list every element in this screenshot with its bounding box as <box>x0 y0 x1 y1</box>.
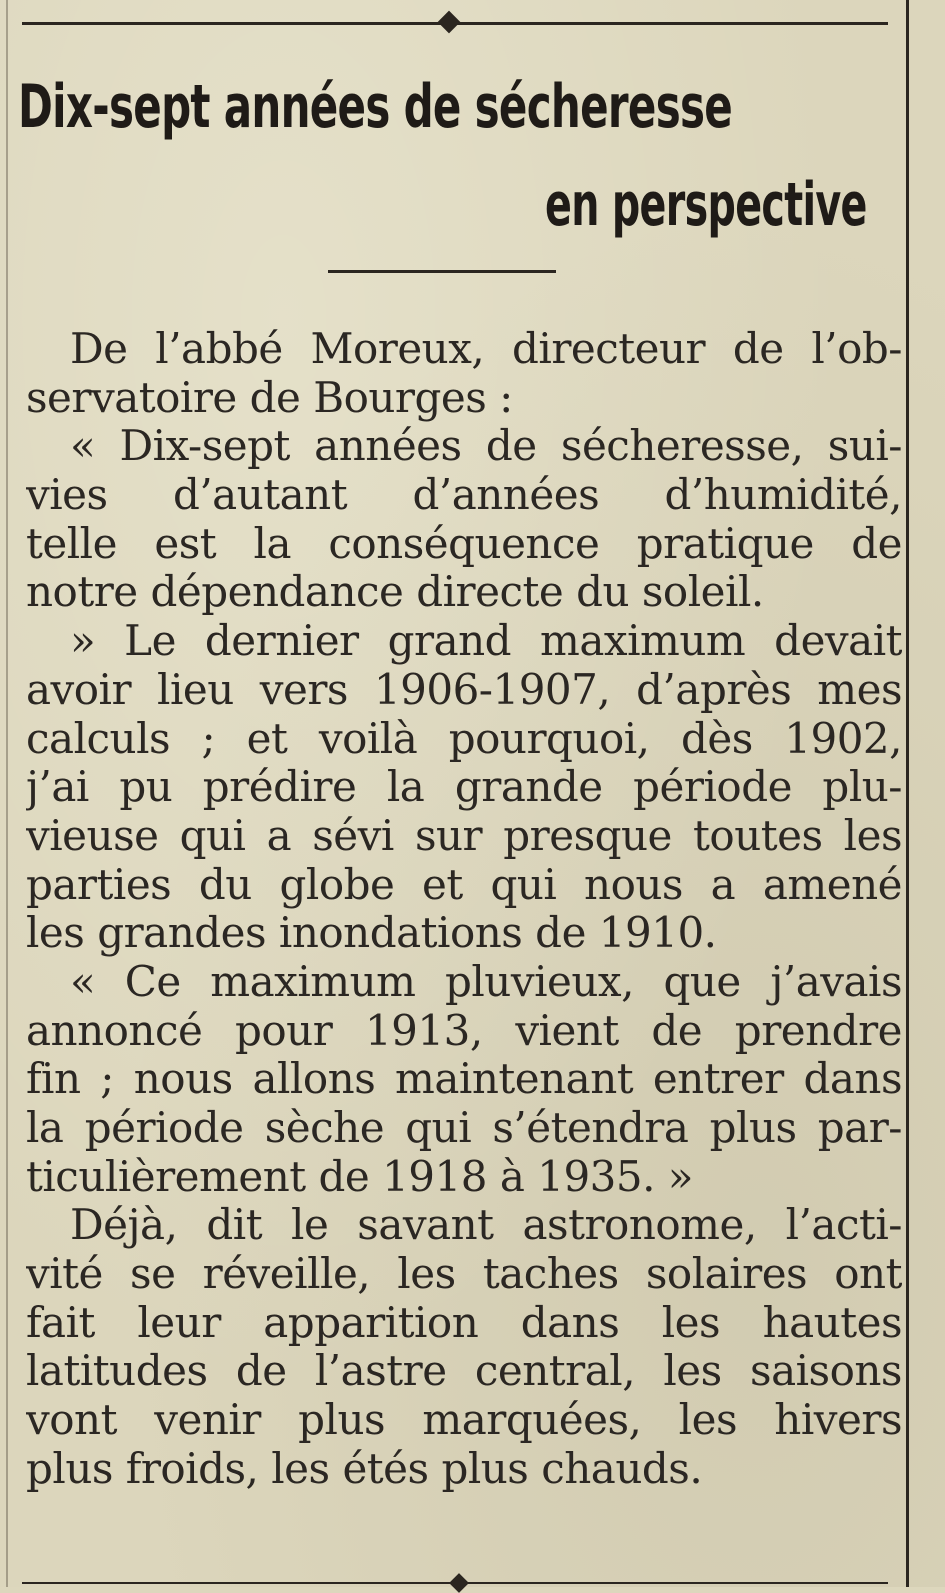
text-line: vieuse qui a sévi sur presque toutes les <box>26 811 902 860</box>
text-line: calculs ; et voilà pourquoi, dès 1902, <box>26 714 902 763</box>
text-line: plus froids, les étés plus chauds. <box>26 1444 703 1493</box>
text-line: j’ai pu prédire la grande période plu- <box>26 763 902 812</box>
bottom-ornament-icon <box>449 1573 469 1593</box>
text-line: Déjà, dit le savant astronome, l’acti- <box>70 1201 902 1250</box>
text-line: parties du globe et qui nous a amené <box>26 860 902 909</box>
text-line: » Le dernier grand maximum devait <box>70 617 902 666</box>
text-line: avoir lieu vers 1906-1907, d’après mes <box>26 665 902 714</box>
text-line: notre dépendance directe du soleil. <box>26 568 764 617</box>
text-line: vies d’autant d’années d’humidité, <box>26 471 902 520</box>
text-line: De l’abbé Moreux, directeur de l’ob- <box>70 325 902 373</box>
text-line: servatoire de Bourges : <box>26 373 513 422</box>
text-line: ticulièrement de 1918 à 1935. » <box>26 1152 693 1201</box>
text-line: « Ce maximum pluvieux, que j’avais <box>70 957 902 1006</box>
text-line: la période sèche qui s’étendra plus par- <box>26 1104 902 1152</box>
headline-line-2: en perspective <box>545 170 867 240</box>
text-line: « Dix-sept années de sécheresse, sui- <box>70 422 902 471</box>
article-body <box>26 325 902 1494</box>
headline-line-1: Dix-sept années de sécheresse <box>18 72 733 142</box>
headline-separator <box>328 270 556 273</box>
text-line: annoncé pour 1913, vient de prendre <box>26 1006 902 1055</box>
ornament-diamond-icon <box>438 11 461 34</box>
column-rule <box>906 0 909 1587</box>
text-line: les grandes inondations de 1910. <box>26 909 717 958</box>
text-line: latitudes de l’astre central, les saisons <box>26 1347 902 1396</box>
text-line: fait leur apparition dans les hautes <box>26 1298 902 1347</box>
page-left-edge <box>6 0 8 1587</box>
text-line: fin ; nous allons maintenant entrer dans <box>26 1055 902 1104</box>
text-line: telle est la conséquence pratique de <box>26 519 902 568</box>
text-line: vité se réveille, les taches solaires ont <box>26 1250 902 1299</box>
text-line: vont venir plus marquées, les hivers <box>26 1396 902 1445</box>
